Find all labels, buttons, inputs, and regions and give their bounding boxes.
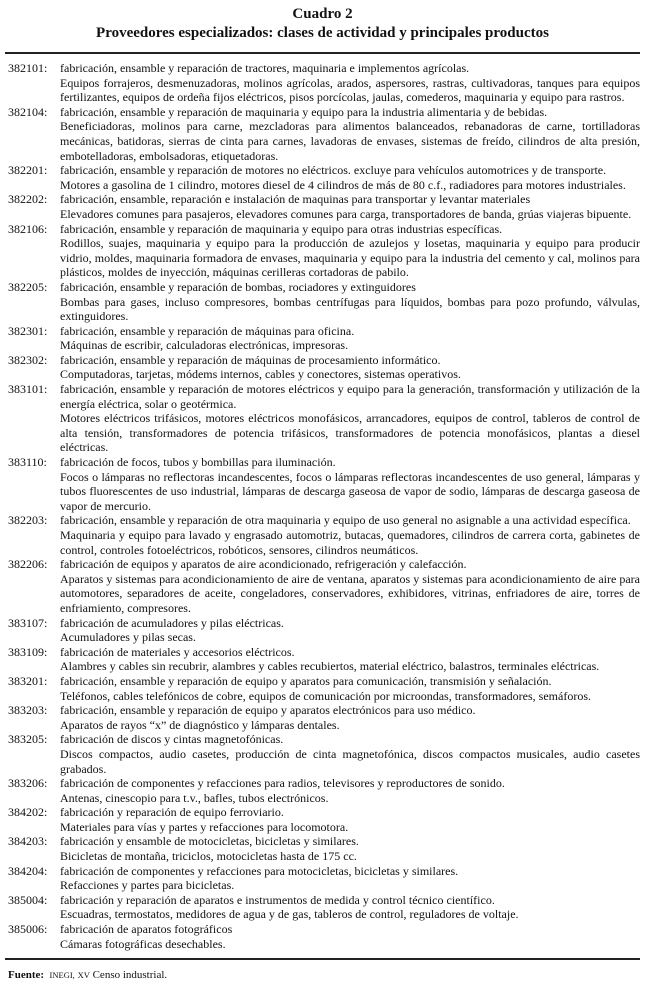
main-products: Bombas para gases, incluso compresores, bombas centrífugas para líquidos, bombas para pozo profundo, válvulas, extinguidores. xyxy=(60,294,640,324)
main-products: Rodillos, suajes, maquinaria y equipo para la producción de azulejos y losetas, maquinaria y equipo para producir vidrio, moldes, maquinaria formadora de envases, maquinaria y equipo para la industria del cemento y cal, molinos para plásticos, moldes de inyección, máquinas cerilleras cortadoras de pabilo. xyxy=(60,236,640,280)
entry-body xyxy=(60,864,640,893)
activity-description: fabricación, ensamble y reparación de motores eléctricos y equipo para la generación, transformación y utilización de la energía eléctrica, solar o geotérmica. xyxy=(60,382,640,411)
list-item xyxy=(8,455,640,513)
activity-code: 382203: xyxy=(8,513,48,528)
main-products: Equipos forrajeros, desmenuzadoras, molinos agrícolas, arados, aspersores, rastras, cultivadoras, tanques para equipos fertilizantes, equipos de ordeña fijos eléctricos, pisos porcícolas, jaulas, comederos, maquinaria y equipo para rastros. xyxy=(60,75,640,105)
entry-body xyxy=(60,776,640,805)
activity-description: fabricación, ensamble y reparación de equipo y aparatos electrónicos para uso médico. xyxy=(60,703,476,718)
main-products: Aparatos de rayos “x” de diagnóstico y lámparas dentales. xyxy=(60,717,340,732)
main-products: Motores a gasolina de 1 cilindro, motores diesel de 4 cilindros de más de 80 c.f., radiadores para motores industriales. xyxy=(60,177,626,192)
main-products: Cámaras fotográficas desechables. xyxy=(60,936,226,951)
entry-body xyxy=(60,732,640,776)
list-item xyxy=(8,645,640,674)
entry-body xyxy=(60,353,640,382)
source-label: Fuente: xyxy=(8,969,45,981)
activity-code: 383205: xyxy=(8,732,48,747)
list-item xyxy=(8,776,640,805)
activity-code: 384202: xyxy=(8,805,48,820)
activity-code: 382106: xyxy=(8,221,48,236)
activity-code: 382205: xyxy=(8,279,48,294)
entry-body xyxy=(60,557,640,615)
activity-code: 382301: xyxy=(8,323,48,338)
activity-description: fabricación de acumuladores y pilas eléctricas. xyxy=(60,615,284,630)
entry-body xyxy=(60,616,640,645)
activity-description: fabricación, ensamble y reparación de equipo y aparatos para comunicación, transmisión y señalación. xyxy=(60,673,552,688)
entry-body xyxy=(60,192,640,221)
main-products: Elevadores comunes para pasajeros, elevadores comunes para carga, transportadores de banda, grúas viajeras bipuente. xyxy=(60,206,632,221)
activity-description: fabricación, ensamble y reparación de motores no eléctricos. excluye para vehículos automotrices y de transporte. xyxy=(60,163,607,178)
activity-description: fabricación de equipos y aparatos de aire acondicionado, refrigeración y calefacción. xyxy=(60,557,467,572)
main-products: Materiales para vías y partes y refacciones para locomotora. xyxy=(60,819,349,834)
activity-description: fabricación de aparatos fotográficos xyxy=(60,922,233,937)
main-products: Acumuladores y pilas secas. xyxy=(60,630,196,645)
table-title: Cuadro 2 xyxy=(292,6,353,22)
entry-body xyxy=(60,280,640,324)
list-item xyxy=(8,324,640,353)
activity-description: fabricación, ensamble y reparación de maquinaria y equipo para la industria alimentaria y de bebidas. xyxy=(60,104,548,119)
entry-body xyxy=(60,163,640,192)
activity-code: 382202: xyxy=(8,192,48,207)
entry-body xyxy=(60,805,640,834)
main-products: Máquinas de escribir, calculadoras electrónicas, impresoras. xyxy=(60,338,349,353)
activity-description: fabricación de componentes y refacciones para radios, televisores y reproductores de sonido. xyxy=(60,776,505,791)
main-products: Beneficiadoras, molinos para carne, mezcladoras para alimentos balanceados, rebanadoras de carne, tortilladoras mecánicas, batidoras, sierras de cinta para carnes, lavadoras de envases, sistemas de freído, cilindros de alta presión, embotelladoras, embolsadoras, etiquetadoras. xyxy=(60,119,640,163)
activity-code: 382201: xyxy=(8,163,48,178)
list-item xyxy=(8,893,640,922)
source-text: Censo industrial. xyxy=(92,969,168,981)
list-item xyxy=(8,557,640,615)
activity-code: 383101: xyxy=(8,382,48,397)
table-subtitle: Proveedores especializados: clases de actividad y principales productos xyxy=(96,25,549,41)
list-item xyxy=(8,732,640,776)
activity-code: 384203: xyxy=(8,834,48,849)
activity-description: fabricación, ensamble y reparación de maquinaria y equipo para otras industrias específicas. xyxy=(60,221,503,236)
activity-code: 385006: xyxy=(8,922,48,937)
entry-body xyxy=(60,834,640,863)
entry-body xyxy=(60,105,640,163)
activity-description: fabricación, ensamble y reparación de máquinas para oficina. xyxy=(60,323,355,338)
activity-description: fabricación y reparación de equipo ferroviario. xyxy=(60,805,284,820)
entry-body xyxy=(60,703,640,732)
entry-body xyxy=(60,382,640,455)
entry-body xyxy=(60,455,640,513)
activity-description: fabricación, ensamble y reparación de máquinas de procesamiento informático. xyxy=(60,352,441,367)
main-products: Aparatos y sistemas para acondicionamiento de aire de ventana, aparatos y sistemas para acondicionamiento de aire para automotores, separadores de aceite, congeladores, conservadores, exhibidores, vitrinas, enfriadores de aire, torres de enfriamiento, compresores. xyxy=(60,571,640,615)
list-item xyxy=(8,513,640,557)
entry-body xyxy=(60,674,640,703)
activity-description: fabricación de focos, tubos y bombillas para iluminación. xyxy=(60,455,336,470)
entry-body xyxy=(60,324,640,353)
list-item xyxy=(8,105,640,163)
entry-body xyxy=(60,513,640,557)
activity-description: fabricación y ensamble de motocicletas, bicicletas y similares. xyxy=(60,834,359,849)
list-item xyxy=(8,382,640,455)
list-item xyxy=(8,805,640,834)
activity-description: fabricación de discos y cintas magnetofónicas. xyxy=(60,732,284,747)
list-item xyxy=(8,280,640,324)
activity-code: 382302: xyxy=(8,352,48,367)
list-item xyxy=(8,922,640,951)
list-item xyxy=(8,353,640,382)
list-item xyxy=(8,703,640,732)
activity-description: fabricación, ensamble y reparación de otra maquinaria y equipo de uso general no asignable a una actividad específica. xyxy=(60,513,631,528)
list-item xyxy=(8,616,640,645)
activity-code: 382101: xyxy=(8,61,48,75)
list-item xyxy=(8,864,640,893)
main-products: Maquinaria y equipo para lavado y engrasado automotriz, butacas, quemadores, cilindros de carrera corta, gabinetes de control, controles fotoeléctricos, robóticos, sensores, cilindros neumáticos. xyxy=(60,528,640,557)
activity-description: fabricación, ensamble y reparación de bombas, rociadores y extinguidores xyxy=(60,279,416,294)
activity-code: 383109: xyxy=(8,644,48,659)
entry-body xyxy=(60,922,640,951)
activity-description: fabricación de componentes y refacciones para motocicletas, bicicletas y similares. xyxy=(60,863,459,878)
main-products: Alambres y cables sin recubrir, alambres y cables recubiertos, material eléctrico, balastros, terminales eléctricas. xyxy=(60,659,600,674)
main-products: Computadoras, tarjetas, módems internos, cables y conectores, sistemas operativos. xyxy=(60,367,461,382)
main-products: Antenas, cinescopio para t.v., bafles, tubos electrónicos. xyxy=(60,790,329,805)
activity-code: 383110: xyxy=(8,455,47,470)
source-org: INEGI, xyxy=(49,970,75,981)
activity-code: 384204: xyxy=(8,863,48,878)
entry-body xyxy=(60,645,640,674)
activity-code: 383206: xyxy=(8,776,48,791)
list-item xyxy=(8,222,640,280)
main-products: Motores eléctricos trifásicos, motores eléctricos monofásicos, arrancadores, equipos de control, tableros de control de alta tensión, transformadores de potencia trifásicos, transformadores de potencia monofásicos, plantas a diesel eléctricas. xyxy=(60,411,640,455)
main-products: Refacciones y partes para bicicletas. xyxy=(60,878,235,893)
activity-description: fabricación, ensamble, reparación e instalación de maquinas para transportar y levantar materiales xyxy=(60,192,531,207)
activity-description: fabricación y reparación de aparatos e instrumentos de medida y control técnico científico. xyxy=(60,892,495,907)
entry-body xyxy=(60,893,640,922)
list-item xyxy=(8,192,640,221)
entry-body xyxy=(60,61,640,105)
activity-code: 383107: xyxy=(8,615,48,630)
main-products: Escuadras, termostatos, medidores de agua y de gas, tableros de control, reguladores de voltaje. xyxy=(60,907,519,922)
source-edition: XV xyxy=(77,970,90,981)
main-products: Bicicletas de montaña, triciclos, motocicletas hasta de 175 cc. xyxy=(60,849,357,864)
activity-description: fabricación, ensamble y reparación de tractores, maquinaria e implementos agrícolas. xyxy=(60,61,470,75)
activity-code: 383203: xyxy=(8,703,48,718)
list-item xyxy=(8,163,640,192)
activity-code: 382104: xyxy=(8,104,48,119)
main-products: Discos compactos, audio casetes, producción de cinta magnetofónica, discos compactos musicales, audio casetes grabados. xyxy=(60,746,640,776)
activity-description: fabricación de materiales y accesorios eléctricos. xyxy=(60,644,295,659)
activity-code: 383201: xyxy=(8,673,48,688)
activity-code: 385004: xyxy=(8,892,48,907)
list-item xyxy=(8,674,640,703)
main-products: Teléfonos, cables telefónicos de cobre, equipos de comunicación por microondas, transformadores, semáforos. xyxy=(60,688,591,703)
list-item xyxy=(8,834,640,863)
entries-list xyxy=(0,54,645,951)
main-products: Focos o lámparas no reflectoras incandescentes, focos o lámparas reflectoras incandescentes de uso general, lámparas y tubos fluorescentes de uso industrial, lámparas de descarga gaseosa de vapor de sodio, lámparas de descarga gaseosa de vapor de mercurio. xyxy=(60,469,640,513)
activity-code: 382206: xyxy=(8,557,48,572)
list-item xyxy=(8,61,640,105)
entry-body xyxy=(60,222,640,280)
